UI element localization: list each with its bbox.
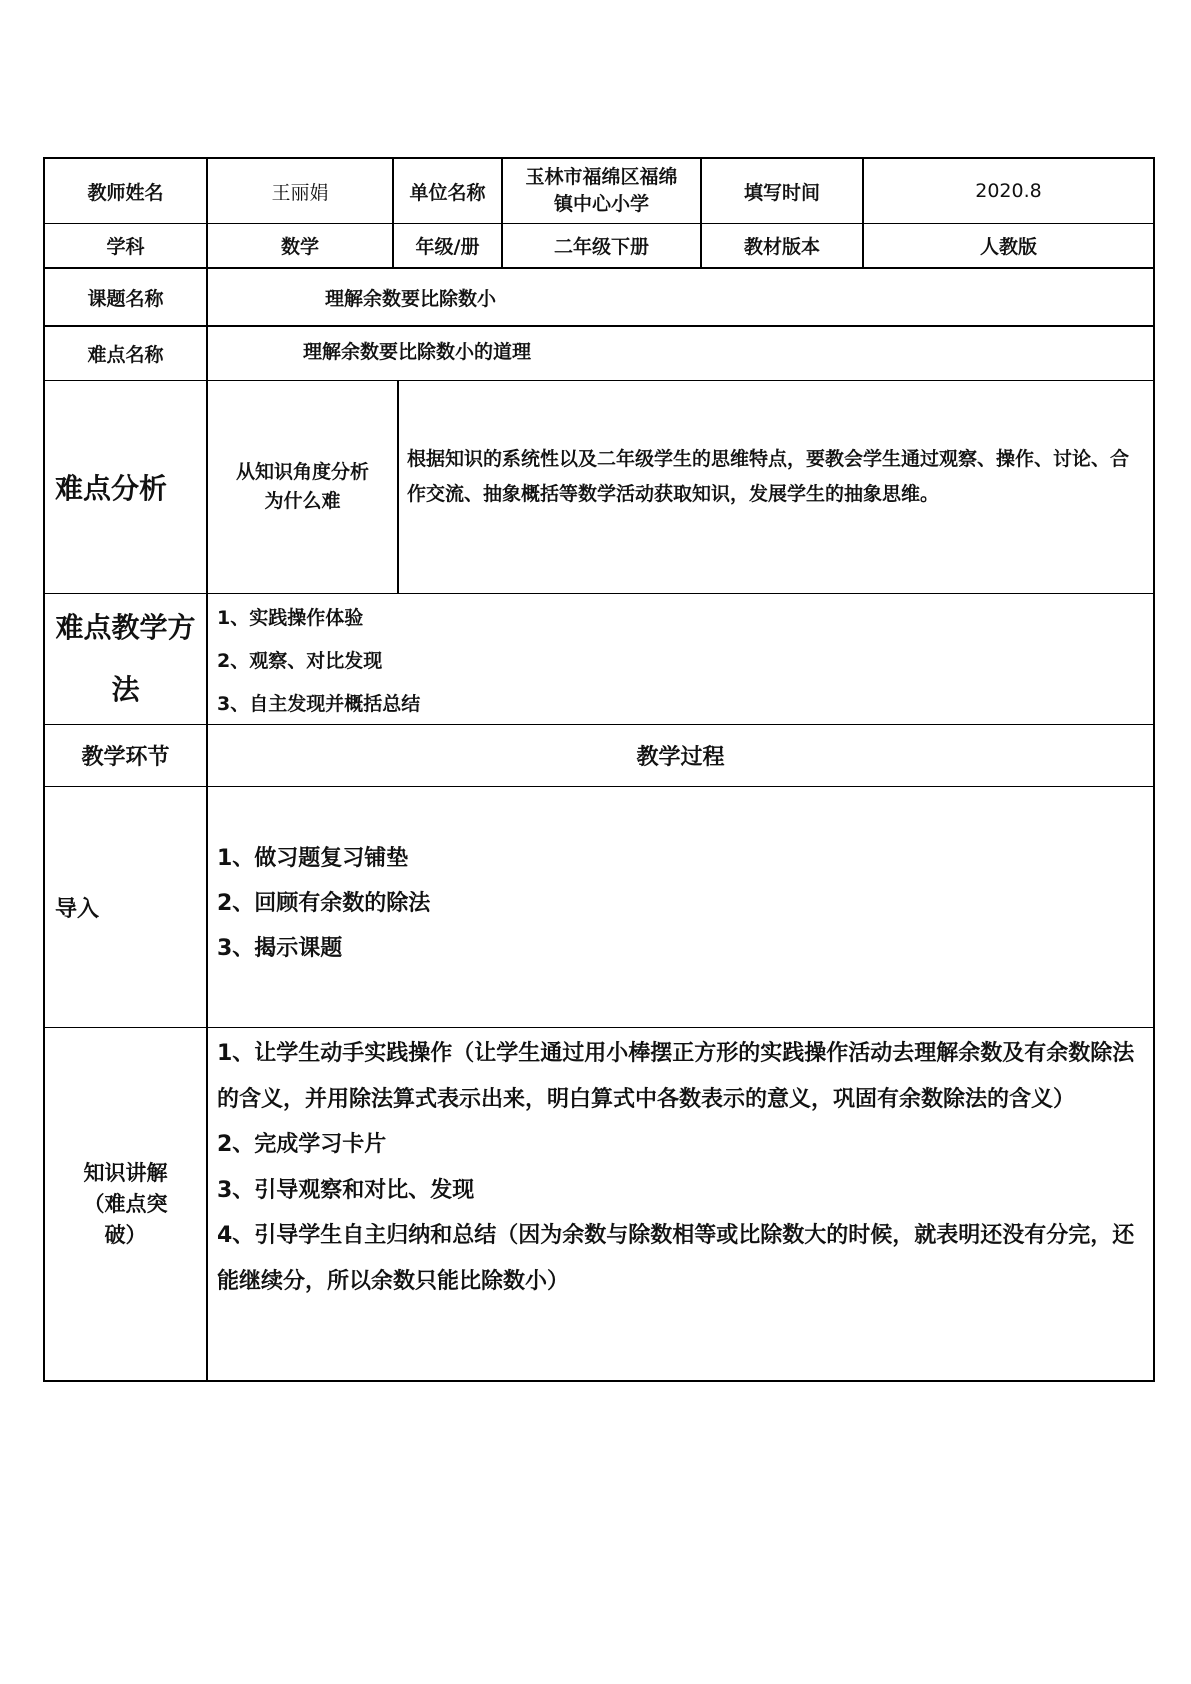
- knowledge-item-3: 3、引导观察和对比、发现: [217, 1177, 475, 1203]
- knowledge-label: [45, 1028, 206, 1380]
- topic-value: 理解余数要比除数小: [325, 287, 497, 310]
- subject-value: 数学: [280, 236, 319, 258]
- intro-label: 导入: [55, 896, 100, 922]
- analysis-label: 难点分析: [55, 472, 168, 505]
- row-divider: [45, 593, 1153, 594]
- list-item: 1、做习题复习铺垫: [217, 846, 409, 871]
- list-item: 2、观察、对比发现: [217, 650, 383, 672]
- list-item: 3、揭示课题: [217, 936, 343, 961]
- list-item: 3、自主发现并概括总结: [217, 693, 421, 715]
- analysis-sub-label-line-2: 为什么难: [264, 490, 341, 512]
- method-list: [217, 597, 1117, 726]
- topic-label: 课题名称: [87, 287, 164, 310]
- knowledge-content: [217, 1031, 1145, 1304]
- knowledge-item-1: 1、让学生动手实践操作（让学生通过用小棒摆正方形的实践操作活动去理解余数及有余数除法的含义，并用除法算式表示出来，明白算式中各数表示的意义，巩固有余数除法的含义）: [217, 1041, 1135, 1112]
- grade-value: 二年级下册: [553, 236, 649, 258]
- difficulty-label: 难点名称: [87, 344, 164, 366]
- unit-name-line-2: 镇中心小学: [553, 193, 649, 215]
- knowledge-label-line-1: 知识讲解: [83, 1160, 168, 1185]
- unit-name-line-1: 玉林市福绵区福绵: [525, 166, 678, 188]
- row-divider: [45, 1027, 1153, 1028]
- column-divider: [397, 381, 399, 593]
- subject-label: 学科: [106, 236, 145, 258]
- process-label: 教学过程: [636, 745, 725, 770]
- knowledge-item-4: 4、引导学生自主归纳和总结（因为余数与除数相等或比除数大的时候，就表明还没有分完，还能继续分，所以余数只能比除数小）: [217, 1223, 1135, 1294]
- difficulty-value: 理解余数要比除数小的道理: [303, 341, 532, 363]
- knowledge-label-line-3: 破）: [104, 1222, 147, 1247]
- edition-label: 教材版本: [743, 236, 820, 258]
- grade-label: 年级/册: [415, 236, 480, 258]
- list-item: 2、回顾有余数的除法: [217, 891, 431, 916]
- method-label-line-1: 难点教学方: [55, 611, 196, 644]
- teacher-name-label: 教师姓名: [87, 181, 164, 204]
- knowledge-item-2: 2、完成学习卡片: [217, 1132, 387, 1157]
- row-divider: [45, 786, 1153, 787]
- method-label-line-2: 法: [111, 673, 140, 706]
- method-label: [45, 594, 206, 724]
- fill-time-value: 2020.8: [975, 180, 1042, 202]
- unit-name-label: 单位名称: [409, 181, 486, 204]
- analysis-sub-label: [208, 381, 397, 593]
- teacher-name-value: 王丽娟: [271, 181, 329, 204]
- unit-name-value: [503, 159, 700, 223]
- list-item: 1、实践操作体验: [217, 607, 364, 629]
- analysis-text: 根据知识的系统性以及二年级学生的思维特点，要教会学生通过观察、操作、讨论、合作交流、抽象概括等数学活动获取知识，发展学生的抽象思维。: [407, 448, 1130, 505]
- intro-list: [217, 836, 1117, 971]
- knowledge-label-line-2: （难点突: [83, 1191, 168, 1216]
- fill-time-label: 填写时间: [743, 181, 820, 204]
- lesson-plan-table: [43, 157, 1155, 1382]
- stage-label: 教学环节: [81, 745, 170, 770]
- edition-value: 人教版: [979, 236, 1037, 258]
- analysis-sub-label-line-1: 从知识角度分析: [235, 461, 369, 483]
- row-divider: [45, 325, 1153, 327]
